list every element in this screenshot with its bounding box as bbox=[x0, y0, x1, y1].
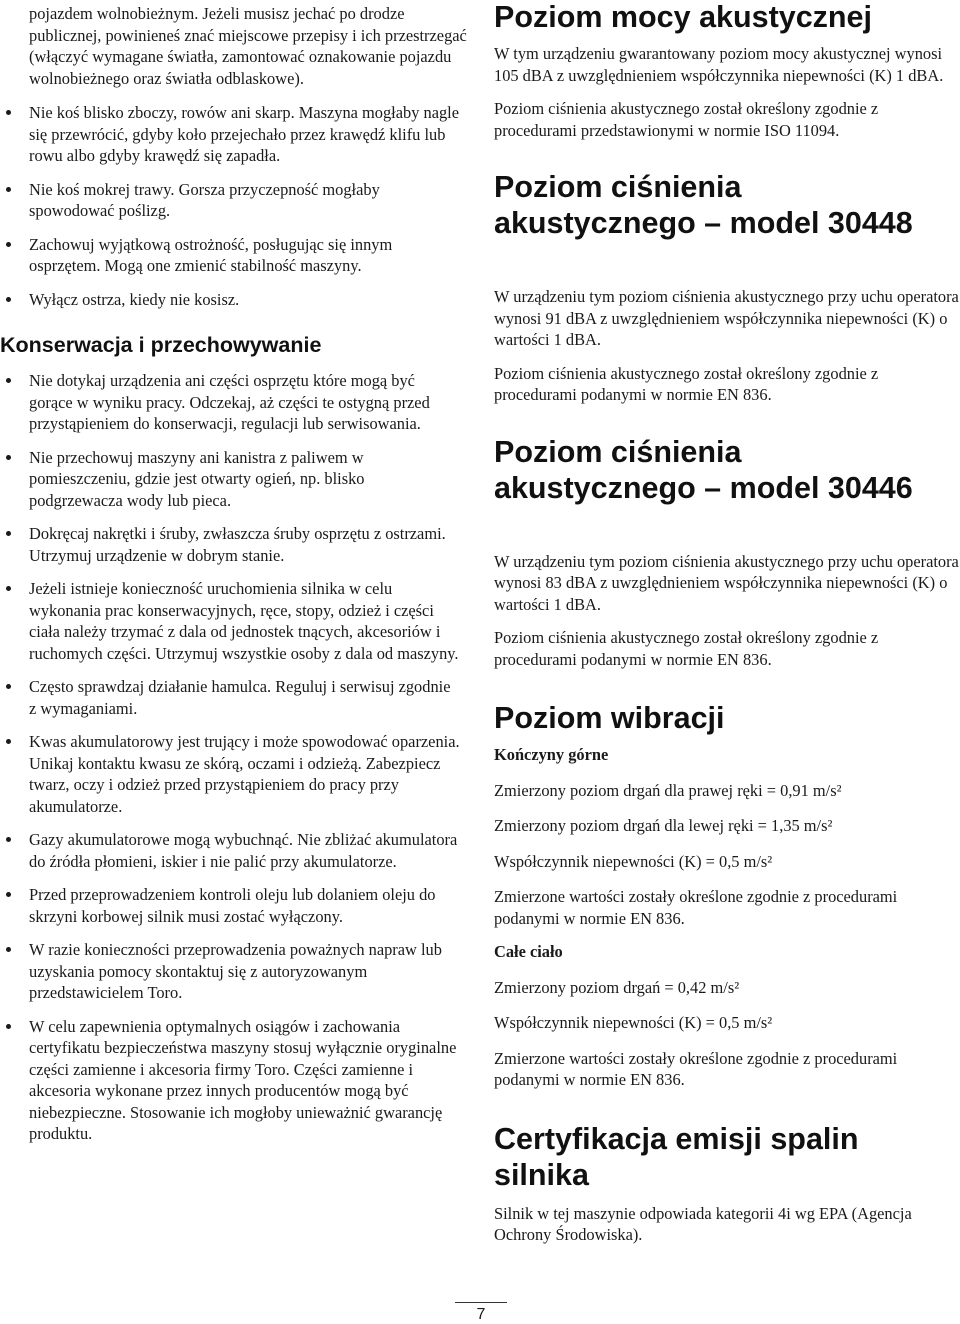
whole-body-value: Zmierzony poziom drgań = 0,42 m/s² bbox=[494, 977, 740, 997]
bullet-icon bbox=[6, 837, 11, 842]
pressure-30446-heading: Poziom ciśnienia akustycznego – model 30446 bbox=[494, 434, 913, 505]
upper-limbs-label: Kończyny górne bbox=[494, 745, 609, 764]
bullet-icon bbox=[6, 531, 11, 536]
whole-body-label: Całe ciało bbox=[494, 942, 563, 961]
pressure-30446-text: W urządzeniu tym poziom ciśnienia akustycznego przy uchu operatora wynosi 83 dBA z uwzględnieniem współczynnika niepewności (K) o wartości 1 dBA. bbox=[494, 551, 959, 614]
bullet-icon bbox=[6, 892, 11, 897]
pressure-30446-norm: Poziom ciśnienia akustycznego został określony zgodnie z procedurami podanymi w normie EN 836. bbox=[494, 628, 879, 669]
bullet-icon bbox=[6, 947, 11, 952]
emissions-text: Silnik w tej maszynie odpowiada kategorii 4i wg EPA (Agencja Ochrony Środowiska). bbox=[494, 1203, 912, 1244]
operation-bullet-list bbox=[29, 102, 461, 310]
intro-paragraph: pojazdem wolnobieżnym. Jeżeli musisz jechać po drodze publicznej, powinieneś znać miejscowe przepisy i ich przestrzegać (włączyć wymagane światła, zamontować oznakowanie pojazdu wolnobieżnego oraz światła odblaskowe). bbox=[29, 4, 467, 88]
uncertainty-hands: Współczynnik niepewności (K) = 0,5 m/s² bbox=[494, 851, 773, 871]
emissions-heading: Certyfikacja emisji spalin silnika bbox=[494, 1121, 859, 1192]
norm-hands: Zmierzone wartości zostały określone zgodnie z procedurami podanymi w normie EN 836. bbox=[494, 887, 898, 928]
footer-divider bbox=[455, 1302, 507, 1303]
bullet-icon bbox=[6, 684, 11, 689]
norm-body: Zmierzone wartości zostały określone zgodnie z procedurami podanymi w normie EN 836. bbox=[494, 1048, 898, 1089]
left-hand-value: Zmierzony poziom drgań dla lewej ręki = 1,35 m/s² bbox=[494, 816, 833, 835]
list-item: Wyłącz ostrza, kiedy nie kosisz. bbox=[29, 289, 461, 311]
maintenance-bullet-list bbox=[29, 370, 461, 1145]
list-item: Często sprawdzaj działanie hamulca. Reguluj i serwisuj zgodnie z wymaganiami. bbox=[29, 676, 461, 719]
pressure-30448-norm: Poziom ciśnienia akustycznego został określony zgodnie z procedurami podanymi w normie EN 836. bbox=[494, 363, 879, 404]
bullet-icon bbox=[6, 187, 11, 192]
bullet-icon bbox=[6, 297, 11, 302]
list-item: Nie przechowuj maszyny ani kanistra z paliwem w pomieszczeniu, gdzie jest otwarty ogień, np. blisko podgrzewacza wody lub pieca. bbox=[29, 447, 461, 512]
list-item: Kwas akumulatorowy jest trujący i może spowodować oparzenia. Unikaj kontaktu kwasu ze skórą, oczami i odzieżą. Zabezpiecz twarz, oczy i odzież przed przystąpieniem do pracy przy akumulatorze. bbox=[29, 731, 461, 817]
list-item: Dokręcaj nakrętki i śruby, zwłaszcza śruby osprzętu z ostrzami. Utrzymuj urządzenie w dobrym stanie. bbox=[29, 523, 461, 566]
list-item: Przed przeprowadzeniem kontroli oleju lub dolaniem oleju do skrzyni korbowej silnik musi zostać wyłączony. bbox=[29, 884, 461, 927]
bullet-icon bbox=[6, 1024, 11, 1029]
maintenance-heading: Konserwacja i przechowywanie bbox=[0, 333, 322, 357]
right-hand-value: Zmierzony poziom drgań dla prawej ręki = 0,91 m/s² bbox=[494, 780, 842, 800]
list-item: Jeżeli istnieje konieczność uruchomienia silnika w celu wykonania prac konserwacyjnych, ręce, stopy, odzież i części ciała należy trzymać z dala od jednostek tnących, akcesoriów i ruchomych części. Utrzymuj wszystkie osoby z dala od maszyny. bbox=[29, 578, 461, 664]
list-item: Gazy akumulatorowe mogą wybuchnąć. Nie zbliżać akumulatora do źródła płomieni, iskier i nie palić przy akumulatorze. bbox=[29, 829, 461, 872]
vibration-heading: Poziom wibracji bbox=[494, 701, 725, 735]
list-item: W razie konieczności przeprowadzenia poważnych napraw lub uzyskania pomocy skontaktuj się z autoryzowanym przedstawicielem Toro. bbox=[29, 939, 461, 1004]
list-item: Nie koś mokrej trawy. Gorsza przyczepność mogłaby spowodować poślizg. bbox=[29, 179, 461, 222]
left-column bbox=[0, 0, 467, 1145]
list-item: Nie koś blisko zboczy, rowów ani skarp. Maszyna mogłaby nagle się przewrócić, gdyby koło przejechało przez krawędź klifu lub rowu albo gdyby krawędź się zapadła. bbox=[29, 102, 461, 167]
uncertainty-body: Współczynnik niepewności (K) = 0,5 m/s² bbox=[494, 1013, 773, 1032]
sound-power-text: W tym urządzeniu gwarantowany poziom mocy akustycznej wynosi 105 dBA z uwzględnieniem współczynnika niepewności (K) 1 dBA. bbox=[494, 44, 944, 85]
list-item: Nie dotykaj urządzenia ani części osprzętu które mogą być gorące w wyniku pracy. Odczekaj, aż części te ostygną przed przystąpieniem do konserwacji, regulacji lub serwisowania. bbox=[29, 370, 461, 435]
page-number: 7 bbox=[476, 1306, 486, 1323]
bullet-icon bbox=[6, 739, 11, 744]
bullet-icon bbox=[6, 455, 11, 460]
bullet-icon bbox=[6, 378, 11, 383]
sound-power-norm: Poziom ciśnienia akustycznego został określony zgodnie z procedurami przedstawionymi w normie ISO 11094. bbox=[494, 99, 879, 140]
list-item: Zachowuj wyjątkową ostrożność, posługując się innym osprzętem. Mogą one zmienić stabilność maszyny. bbox=[29, 234, 461, 277]
right-column bbox=[494, 0, 960, 1246]
bullet-icon bbox=[6, 586, 11, 591]
bullet-icon bbox=[6, 110, 11, 115]
list-item: W celu zapewnienia optymalnych osiągów i zachowania certyfikatu bezpieczeństwa maszyny stosuj wyłącznie oryginalne części zamienne i akcesoria firmy Toro. Części zamienne i akcesoria wykonane przez innych producentów mogą być niebezpieczne. Stosowanie ich mogłoby unieważnić gwarancję produktu. bbox=[29, 1016, 461, 1145]
pressure-30448-heading: Poziom ciśnienia akustycznego – model 30448 bbox=[494, 170, 913, 240]
sound-power-heading: Poziom mocy akustycznej bbox=[494, 0, 872, 34]
bullet-icon bbox=[6, 242, 11, 247]
pressure-30448-text: W urządzeniu tym poziom ciśnienia akustycznego przy uchu operatora wynosi 91 dBA z uwzględnieniem współczynnika niepewności (K) o wartości 1 dBA. bbox=[494, 287, 959, 349]
